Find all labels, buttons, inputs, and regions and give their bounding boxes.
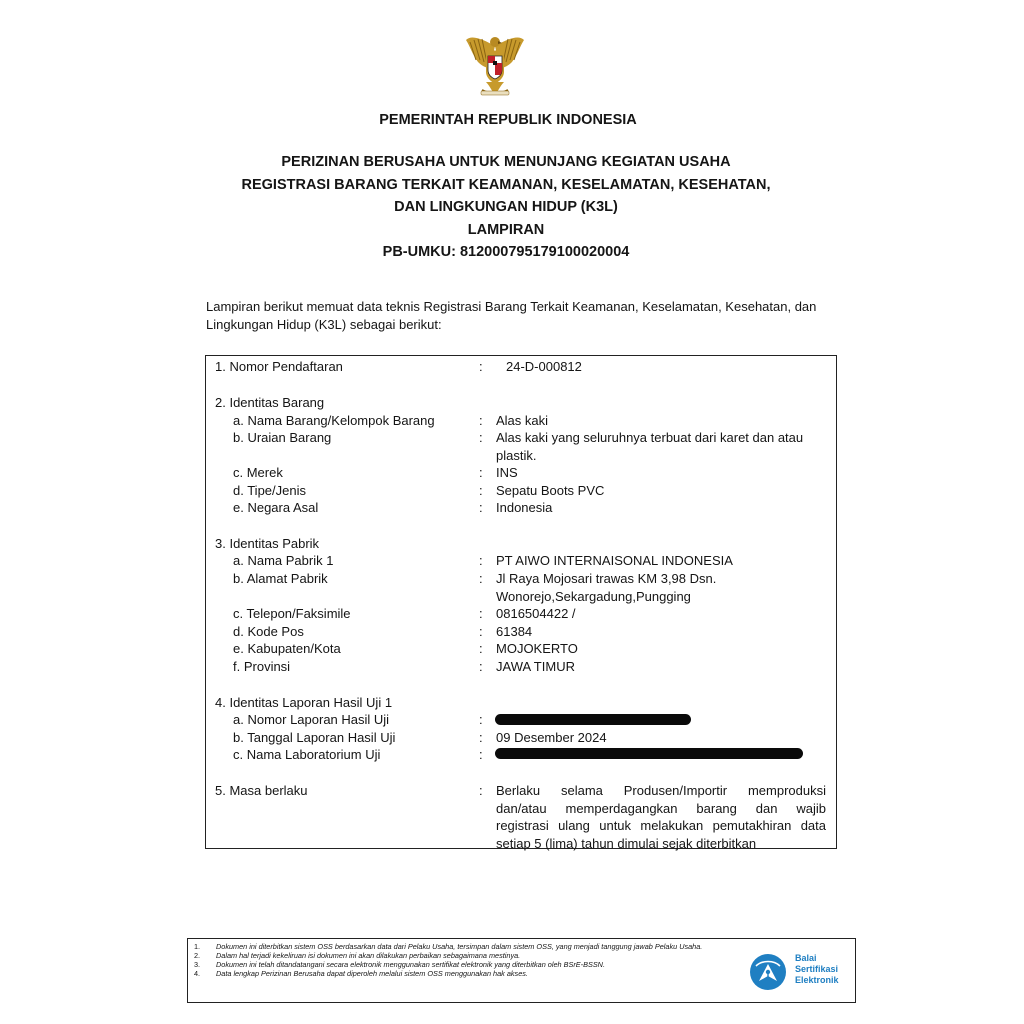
intro-paragraph — [206, 298, 846, 334]
intro-line: Lingkungan Hidup (K3L) sebagai berikut: — [206, 317, 442, 332]
logo-line: Balai — [795, 953, 817, 963]
origin-country-value: Indonesia — [496, 500, 553, 515]
colon: : — [479, 624, 483, 639]
goods-description-label: b. Uraian Barang — [233, 430, 332, 445]
redacted-laboratory-name — [495, 748, 803, 759]
title-line: PERIZINAN BERUSAHA UNTUK MENUNJANG KEGIATAN USAHA — [281, 154, 731, 170]
validity-period-value — [496, 782, 826, 852]
permit-number: PB-UMKU: 812000795179100020004 — [382, 244, 630, 260]
type-value: Sepatu Boots PVC — [496, 483, 605, 498]
colon: : — [479, 430, 483, 445]
colon: : — [479, 413, 483, 428]
origin-country-label: e. Negara Asal — [233, 500, 319, 515]
postal-code-label: d. Kode Pos — [233, 624, 304, 639]
type-label: d. Tipe/Jenis — [233, 483, 306, 498]
note-number: 3. — [194, 959, 201, 969]
redacted-report-number — [495, 714, 691, 725]
title-line: DAN LINGKUNGAN HIDUP (K3L) — [394, 199, 618, 215]
technical-data-box — [205, 355, 837, 849]
colon: : — [479, 500, 483, 515]
colon: : — [479, 606, 483, 621]
bsre-logo-text — [795, 953, 839, 986]
colon: : — [479, 730, 483, 745]
note-text: Dalam hal terjadi kekeliruan isi dokumen ini akan dilakukan perbaikan sebagaimana mestinya. — [216, 950, 521, 960]
document-title — [0, 151, 1018, 264]
value-line: Alas kaki yang seluruhnya terbuat dari karet dan atau — [496, 430, 804, 445]
value-line: plastik. — [496, 447, 537, 463]
note-text: Data lengkap Perizinan Berusaha dapat diperoleh melalui sistem OSS menggunakan hak akses. — [216, 968, 528, 978]
bsre-pen-nib-icon — [748, 952, 788, 992]
value-line: Berlaku selama Produsen/Importir memproduksi — [496, 783, 826, 798]
laboratory-name-label: c. Nama Laboratorium Uji — [233, 747, 381, 762]
test-report-date-value: 09 Desember 2024 — [496, 730, 607, 745]
brand-value: INS — [496, 465, 518, 480]
colon: : — [479, 641, 483, 656]
note-number: 1. — [194, 942, 201, 951]
footer-note — [194, 970, 759, 979]
goods-name-value: Alas kaki — [496, 413, 549, 428]
province-value: JAWA TIMUR — [496, 659, 575, 674]
colon: : — [479, 783, 483, 798]
colon: : — [479, 747, 483, 762]
value-line: Jl Raya Mojosari trawas KM 3,98 Dsn. — [496, 571, 717, 586]
title-line: REGISTRASI BARANG TERKAIT KEAMANAN, KESELAMATAN, KESEHATAN, — [241, 176, 771, 193]
registration-number-value: 24-D-000812 — [506, 359, 582, 374]
value-line: Wonorejo,Sekargadung,Pungging — [496, 588, 691, 604]
goods-name-label: a. Nama Barang/Kelompok Barang — [233, 413, 435, 428]
note-text: Dokumen ini telah ditandatangani secara elektronik menggunakan sertifikat elektronik yang diterbitkan oleh BSrE-BSSN. — [216, 959, 605, 969]
test-report-date-label: b. Tanggal Laporan Hasil Uji — [233, 730, 396, 745]
registration-number-label: 1. Nomor Pendaftaran — [215, 359, 343, 374]
colon: : — [479, 359, 483, 374]
value-line: registrasi ulang untuk melakukan pemutakhiran data — [496, 818, 826, 833]
value-line: setiap 5 (lima) tahun dimulai sejak diterbitkan — [496, 835, 757, 851]
factory-identity-label: 3. Identitas Pabrik — [215, 536, 320, 551]
regency-label: e. Kabupaten/Kota — [233, 641, 341, 656]
factory-address-label: b. Alamat Pabrik — [233, 571, 328, 586]
note-text: Dokumen ini diterbitkan sistem OSS berdasarkan data dari Pelaku Usaha, tersimpan dalam sistem OSS, yang menjadi tanggung jawab Pelaku Usaha. — [216, 942, 703, 951]
factory-name-value: PT AIWO INTERNAISONAL INDONESIA — [496, 553, 733, 568]
regency-value: MOJOKERTO — [496, 641, 578, 656]
colon: : — [479, 465, 483, 480]
government-heading: PEMERINTAH REPUBLIK INDONESIA — [379, 112, 637, 128]
validity-period-label: 5. Masa berlaku — [215, 783, 308, 798]
colon: : — [479, 483, 483, 498]
brand-label: c. Merek — [233, 465, 283, 480]
logo-line: Elektronik — [795, 975, 839, 985]
phone-value: 0816504422 / — [496, 606, 576, 621]
note-number: 2. — [194, 950, 201, 960]
colon: : — [479, 659, 483, 674]
colon: : — [479, 571, 483, 586]
value-line: dan/atau memperdagangkan barang dan wajib — [496, 800, 826, 816]
note-number: 4. — [194, 968, 201, 978]
footer-notes-list — [194, 943, 759, 979]
postal-code-value: 61384 — [496, 624, 533, 639]
factory-name-label: a. Nama Pabrik 1 — [233, 553, 334, 568]
province-label: f. Provinsi — [233, 659, 291, 674]
garuda-emblem-icon — [462, 32, 528, 100]
logo-line: Sertifikasi — [795, 964, 839, 974]
intro-line: Lampiran berikut memuat data teknis Registrasi Barang Terkait Keamanan, Keselamatan, Kesehatan, dan — [206, 299, 817, 314]
goods-description-value — [496, 429, 826, 464]
test-report-identity-label: 4. Identitas Laporan Hasil Uji 1 — [215, 695, 393, 710]
colon: : — [479, 712, 483, 727]
colon: : — [479, 553, 483, 568]
factory-address-value — [496, 570, 826, 605]
title-line: LAMPIRAN — [467, 221, 545, 238]
phone-label: c. Telepon/Faksimile — [233, 606, 351, 621]
test-report-number-label: a. Nomor Laporan Hasil Uji — [233, 712, 390, 727]
goods-identity-label: 2. Identitas Barang — [215, 395, 325, 410]
